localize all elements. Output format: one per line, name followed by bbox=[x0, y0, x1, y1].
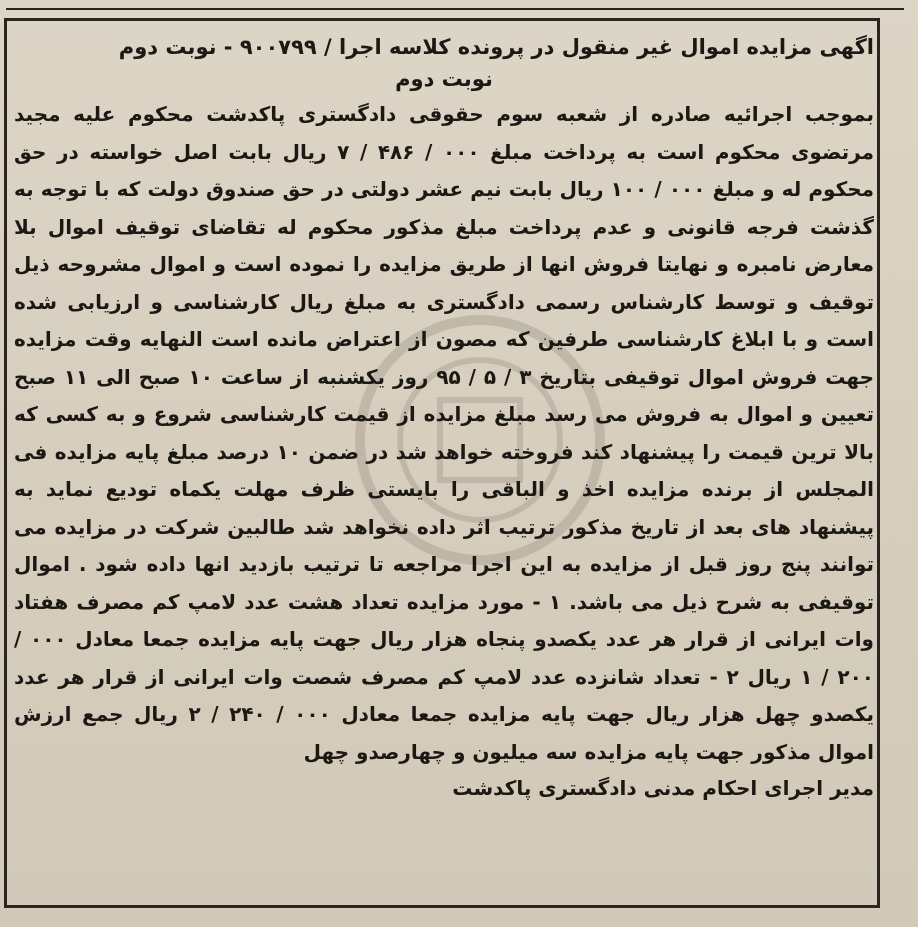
notice-signature: مدیر اجرای احکام مدنی دادگستری پاکدشت bbox=[452, 776, 874, 800]
notice-title: اگهی مزایده اموال غیر منقول در پرونده کلاسه اجرا / ۹۰۰۷۹۹ - نوبت دوم bbox=[118, 35, 874, 59]
notice-content bbox=[14, 30, 874, 805]
notice-subtitle: نوبت دوم bbox=[395, 67, 493, 91]
notice-body: بموجب اجرائیه صادره از شعبه سوم حقوقی دادگستری پاکدشت محکوم علیه مجید مرتضوی محکوم است به پرداخت مبلغ ۰۰۰ / ۴۸۶ / ۷ ریال بابت اصل خواسته در حق محکوم له و مبلغ ۰۰۰ / ۱۰۰ ریال بابت نیم عشر دولتی در حق صندوق دولت که با توجه به گذشت فرجه قانونی و عدم پرداخت مبلغ مذکور محکوم له تقاضای توقیف اموال بلا معارض نامبره و نهایتا فروش انها از طریق مزایده را نموده است و اموال مشروحه ذیل توقیف و توسط کارشناس رسمی دادگستری به مبلغ ریال کارشناسی و ارزیابی شده است و با ابلاغ کارشناسی طرفین که مصون از اعتراض مانده است النهایه وقت مزایده جهت فروش اموال توقیفی بتاریخ ۳ / ۵ / ۹۵ روز یکشنبه از ساعت ۱۰ صبح الی ۱۱ صبح تعیین و اموال به فروش می رسد مبلغ مزایده از قیمت کارشناسی شروع و به کسی که بالا ترین قیمت را پیشنهاد کند فروخته خواهد شد در ضمن ۱۰ درصد مبلغ پایه مزایده فی المجلس از برنده مزایده اخذ و الباقی را بایستی ظرف مهلت یکماه توديع نماید به پیشنهاد های بعد از تاریخ مذکور ترتیب اثر داده نخواهد شد طالبین شرکت در مزایده می توانند پنج روز قبل از مزایده به این اجرا مراجعه تا ترتیب بازدید انها داده شود . اموال توقیفی به شرح ذیل می باشد. ۱ - مورد مزایده تعداد هشت عدد لامپ کم مصرف هفتاد وات ایرانی از قرار هر عدد یکصدو پنجاه هزار ریال جهت پایه مزایده جمعا معادل ۰۰۰ / ۲۰۰ / ۱ ریال ۲ - تعداد شانزده عدد لامپ کم مصرف شصت وات ایرانی از قرار هر عدد یکصدو چهل هزار ریال جهت پایه مزایده جمعا معادل ۰۰۰ / ۲۴۰ / ۲ ریال جمع ارزش اموال مذکور جهت پایه مزایده سه میلیون و چهارصدو چهل bbox=[14, 102, 875, 764]
top-divider bbox=[6, 8, 904, 10]
